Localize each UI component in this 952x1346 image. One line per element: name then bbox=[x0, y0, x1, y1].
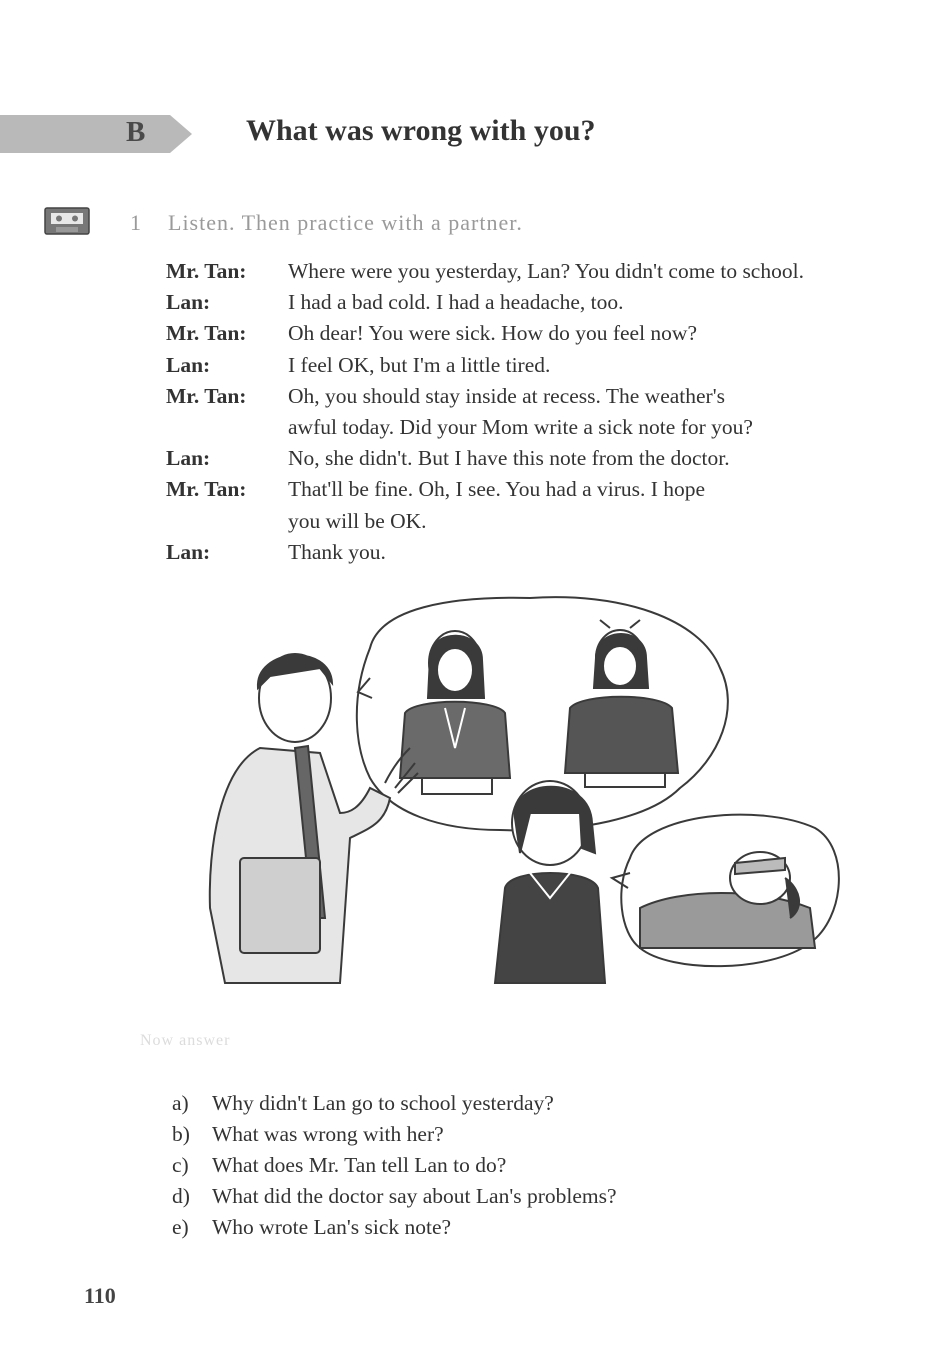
dialog-text: No, she didn't. But I have this note from the doctor. bbox=[288, 446, 730, 471]
dialog-speaker: Lan: bbox=[166, 352, 211, 377]
question-label: e) bbox=[172, 1215, 189, 1239]
dialog-line bbox=[166, 412, 886, 443]
student-girl-2 bbox=[565, 620, 678, 787]
question-text: What does Mr. Tan tell Lan to do? bbox=[212, 1153, 507, 1177]
dialog-line bbox=[166, 474, 886, 505]
dialog bbox=[166, 256, 886, 568]
dialog-speaker: Mr. Tan: bbox=[166, 477, 247, 502]
dialog-text: awful today. Did your Mom write a sick note for you? bbox=[288, 415, 753, 440]
dialog-text: Oh, you should stay inside at recess. The weather's bbox=[288, 383, 725, 408]
dialog-line bbox=[166, 350, 886, 381]
dialog-line bbox=[166, 537, 886, 568]
answer-prompt: Now answer bbox=[140, 1032, 231, 1049]
sick-girl-in-bed bbox=[640, 852, 815, 948]
question-text: Who wrote Lan's sick note? bbox=[212, 1215, 452, 1239]
dialog-speaker bbox=[166, 412, 288, 443]
student-lan bbox=[495, 781, 605, 983]
section-title: What was wrong with you? bbox=[246, 114, 596, 147]
question-item bbox=[172, 1150, 617, 1181]
question-item bbox=[172, 1088, 617, 1119]
question-text: What was wrong with her? bbox=[212, 1122, 444, 1146]
dialog-text: Thank you. bbox=[288, 539, 386, 564]
question-text: Why didn't Lan go to school yesterday? bbox=[212, 1091, 554, 1115]
question-item bbox=[172, 1119, 617, 1150]
question-item bbox=[172, 1181, 617, 1212]
question-label: b) bbox=[172, 1122, 190, 1146]
dialog-line bbox=[166, 256, 886, 287]
dialog-text: Oh dear! You were sick. How do you feel now? bbox=[288, 321, 698, 346]
dialog-speaker: Lan: bbox=[166, 446, 211, 471]
dialog-text: I feel OK, but I'm a little tired. bbox=[288, 352, 551, 377]
student-girl-1 bbox=[400, 631, 510, 794]
dialog-speaker: Mr. Tan: bbox=[166, 321, 247, 346]
questions-list bbox=[172, 1088, 617, 1243]
dialog-text: I had a bad cold. I had a headache, too. bbox=[288, 290, 624, 315]
dialog-text: That'll be fine. Oh, I see. You had a virus. I hope bbox=[288, 477, 706, 502]
question-text: What did the doctor say about Lan's problems? bbox=[212, 1184, 617, 1208]
illustration bbox=[200, 588, 850, 988]
section-tab bbox=[0, 115, 192, 153]
dialog-line bbox=[166, 506, 886, 537]
page-number: 110 bbox=[84, 1283, 116, 1308]
cassette-tape-icon bbox=[44, 207, 90, 235]
dialog-speaker bbox=[166, 506, 288, 537]
section-letter: B bbox=[126, 116, 146, 148]
question-label: c) bbox=[172, 1153, 189, 1177]
dialog-speaker: Mr. Tan: bbox=[166, 259, 247, 283]
dialog-speaker: Mr. Tan: bbox=[166, 383, 247, 408]
question-label: a) bbox=[172, 1091, 189, 1115]
exercise-number: 1 bbox=[130, 210, 141, 235]
teacher-mr-tan bbox=[210, 654, 418, 983]
dialog-speaker: Lan: bbox=[166, 539, 211, 564]
dialog-text: Where were you yesterday, Lan? You didn't come to school. bbox=[288, 259, 804, 283]
dialog-line bbox=[166, 443, 886, 474]
question-label: d) bbox=[172, 1184, 190, 1208]
dialog-text: you will be OK. bbox=[288, 508, 427, 533]
dialog-speaker: Lan: bbox=[166, 290, 211, 315]
dialog-line bbox=[166, 287, 886, 318]
dialog-line bbox=[166, 318, 886, 349]
question-item bbox=[172, 1212, 617, 1243]
dialog-line bbox=[166, 381, 886, 412]
exercise-instruction: Listen. Then practice with a partner. bbox=[168, 210, 523, 235]
